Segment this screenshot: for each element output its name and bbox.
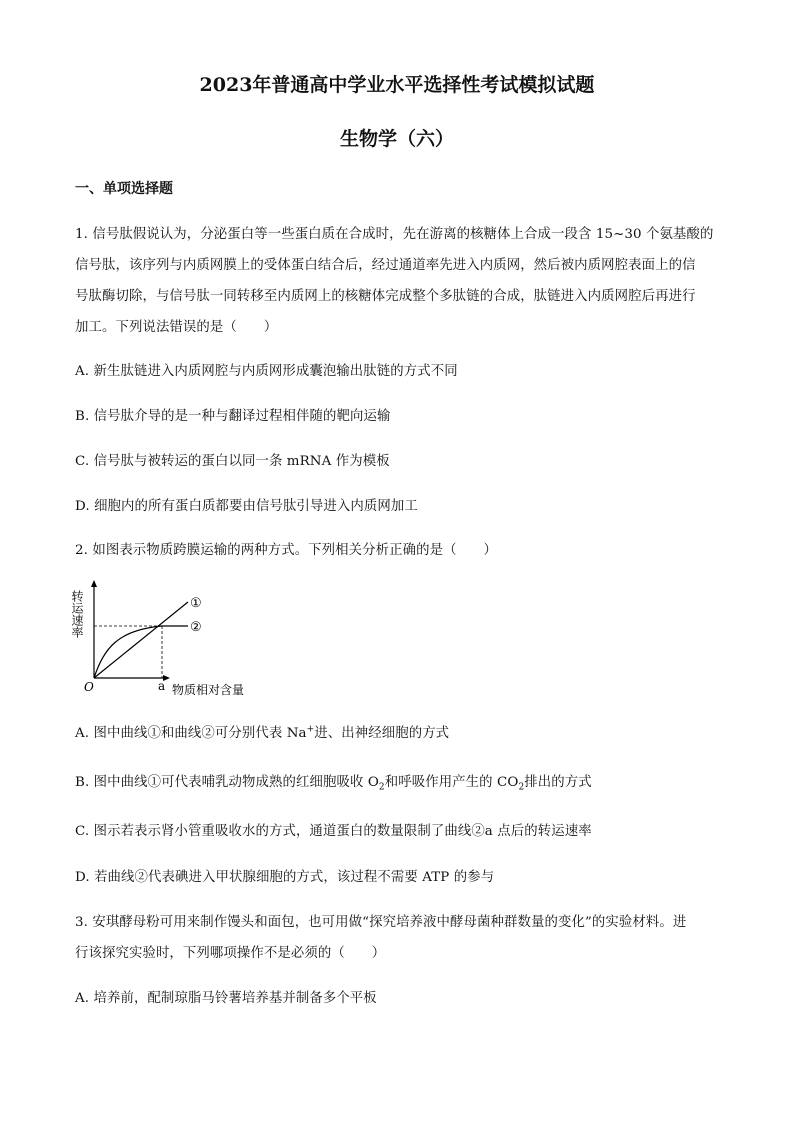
q1-option-c: C. 信号肽与被转运的蛋白以同一条 mRNA 作为模板 xyxy=(75,454,390,469)
q3-option-a: A. 培养前，配制琼脂马铃薯培养基并制备多个平板 xyxy=(75,991,377,1006)
q2-option-b-text-end: 排出的方式 xyxy=(524,775,592,790)
q2-option-a-text-end: 进、出神经细胞的方式 xyxy=(314,726,450,741)
section-heading: 一、单项选择题 xyxy=(75,181,173,197)
origin-label: O xyxy=(84,680,94,694)
x-axis-label: 物质相对含量 xyxy=(172,683,245,697)
y-axis-arrow xyxy=(91,580,97,587)
q2-option-b-text-mid: 和呼吸作用产生的 CO xyxy=(384,775,519,790)
q1-option-a: A. 新生肽链进入内质网腔与内质网形成囊泡输出肽链的方式不同 xyxy=(75,364,458,379)
q1-stem-line-2: 信号肽，该序列与内质网膜上的受体蛋白结合后，经过通道率先进入内质网，然后被内质网腔表面上的信 xyxy=(75,258,696,273)
q2-option-a xyxy=(75,722,449,741)
q1-stem-line-1: 1. 信号肽假说认为，分泌蛋白等一些蛋白质在合成时，先在游离的核糖体上合成一段含 15~30 个氨基酸的 xyxy=(75,227,714,242)
q2-option-a-text: A. 图中曲线①和曲线②可分别代表 Na xyxy=(75,726,307,741)
transport-rate-figure xyxy=(70,578,280,698)
sodium-charge: + xyxy=(306,724,315,735)
q2-stem: 2. 如图表示物质跨膜运输的两种方式。下列相关分析正确的是（ ） xyxy=(75,543,498,558)
q1-option-b: B. 信号肽介导的是一种与翻译过程相伴随的靶向运输 xyxy=(75,409,391,424)
curve-2-line xyxy=(94,626,188,678)
q2-option-c: C. 图示若表示肾小管重吸收水的方式，通道蛋白的数量限制了曲线②a 点后的转运速率 xyxy=(75,824,592,839)
q1-stem-line-4: 加工。下列说法错误的是（ ） xyxy=(75,320,278,335)
q1-stem-line-3: 号肽酶切除，与信号肽一同转移至内质网上的核糖体完成整个多肽链的合成，肽链进入内质网腔后再进行 xyxy=(75,289,696,304)
oxygen-subscript: 2 xyxy=(378,782,385,793)
co2-subscript: 2 xyxy=(518,782,525,793)
y-axis-label: 转运速率 xyxy=(70,590,84,638)
point-a-label: a xyxy=(158,679,166,693)
q3-stem-line-1: 3. 安琪酵母粉可用来制作馒头和面包，也可用做“探究培养液中酵母菌种群数量的变化”的实验材料。进 xyxy=(75,915,687,930)
q2-option-b xyxy=(75,771,592,793)
q1-option-d: D. 细胞内的所有蛋白质都要由信号肽引导进入内质网加工 xyxy=(75,499,418,514)
page-subtitle: 生物学（六） xyxy=(339,128,454,150)
curve-1-line xyxy=(94,602,188,678)
curve-2-label: ② xyxy=(190,620,202,635)
curve-1-label: ① xyxy=(190,596,202,611)
page-title: 2023年普通高中学业水平选择性考试模拟试题 xyxy=(199,74,595,96)
q2-option-d: D. 若曲线②代表碘进入甲状腺细胞的方式，该过程不需要 ATP 的参与 xyxy=(75,870,495,885)
q3-stem-line-2: 行该探究实验时，下列哪项操作不是必须的（ ） xyxy=(75,946,386,961)
q2-option-b-text: B. 图中曲线①可代表哺乳动物成熟的红细胞吸收 O xyxy=(75,775,379,790)
